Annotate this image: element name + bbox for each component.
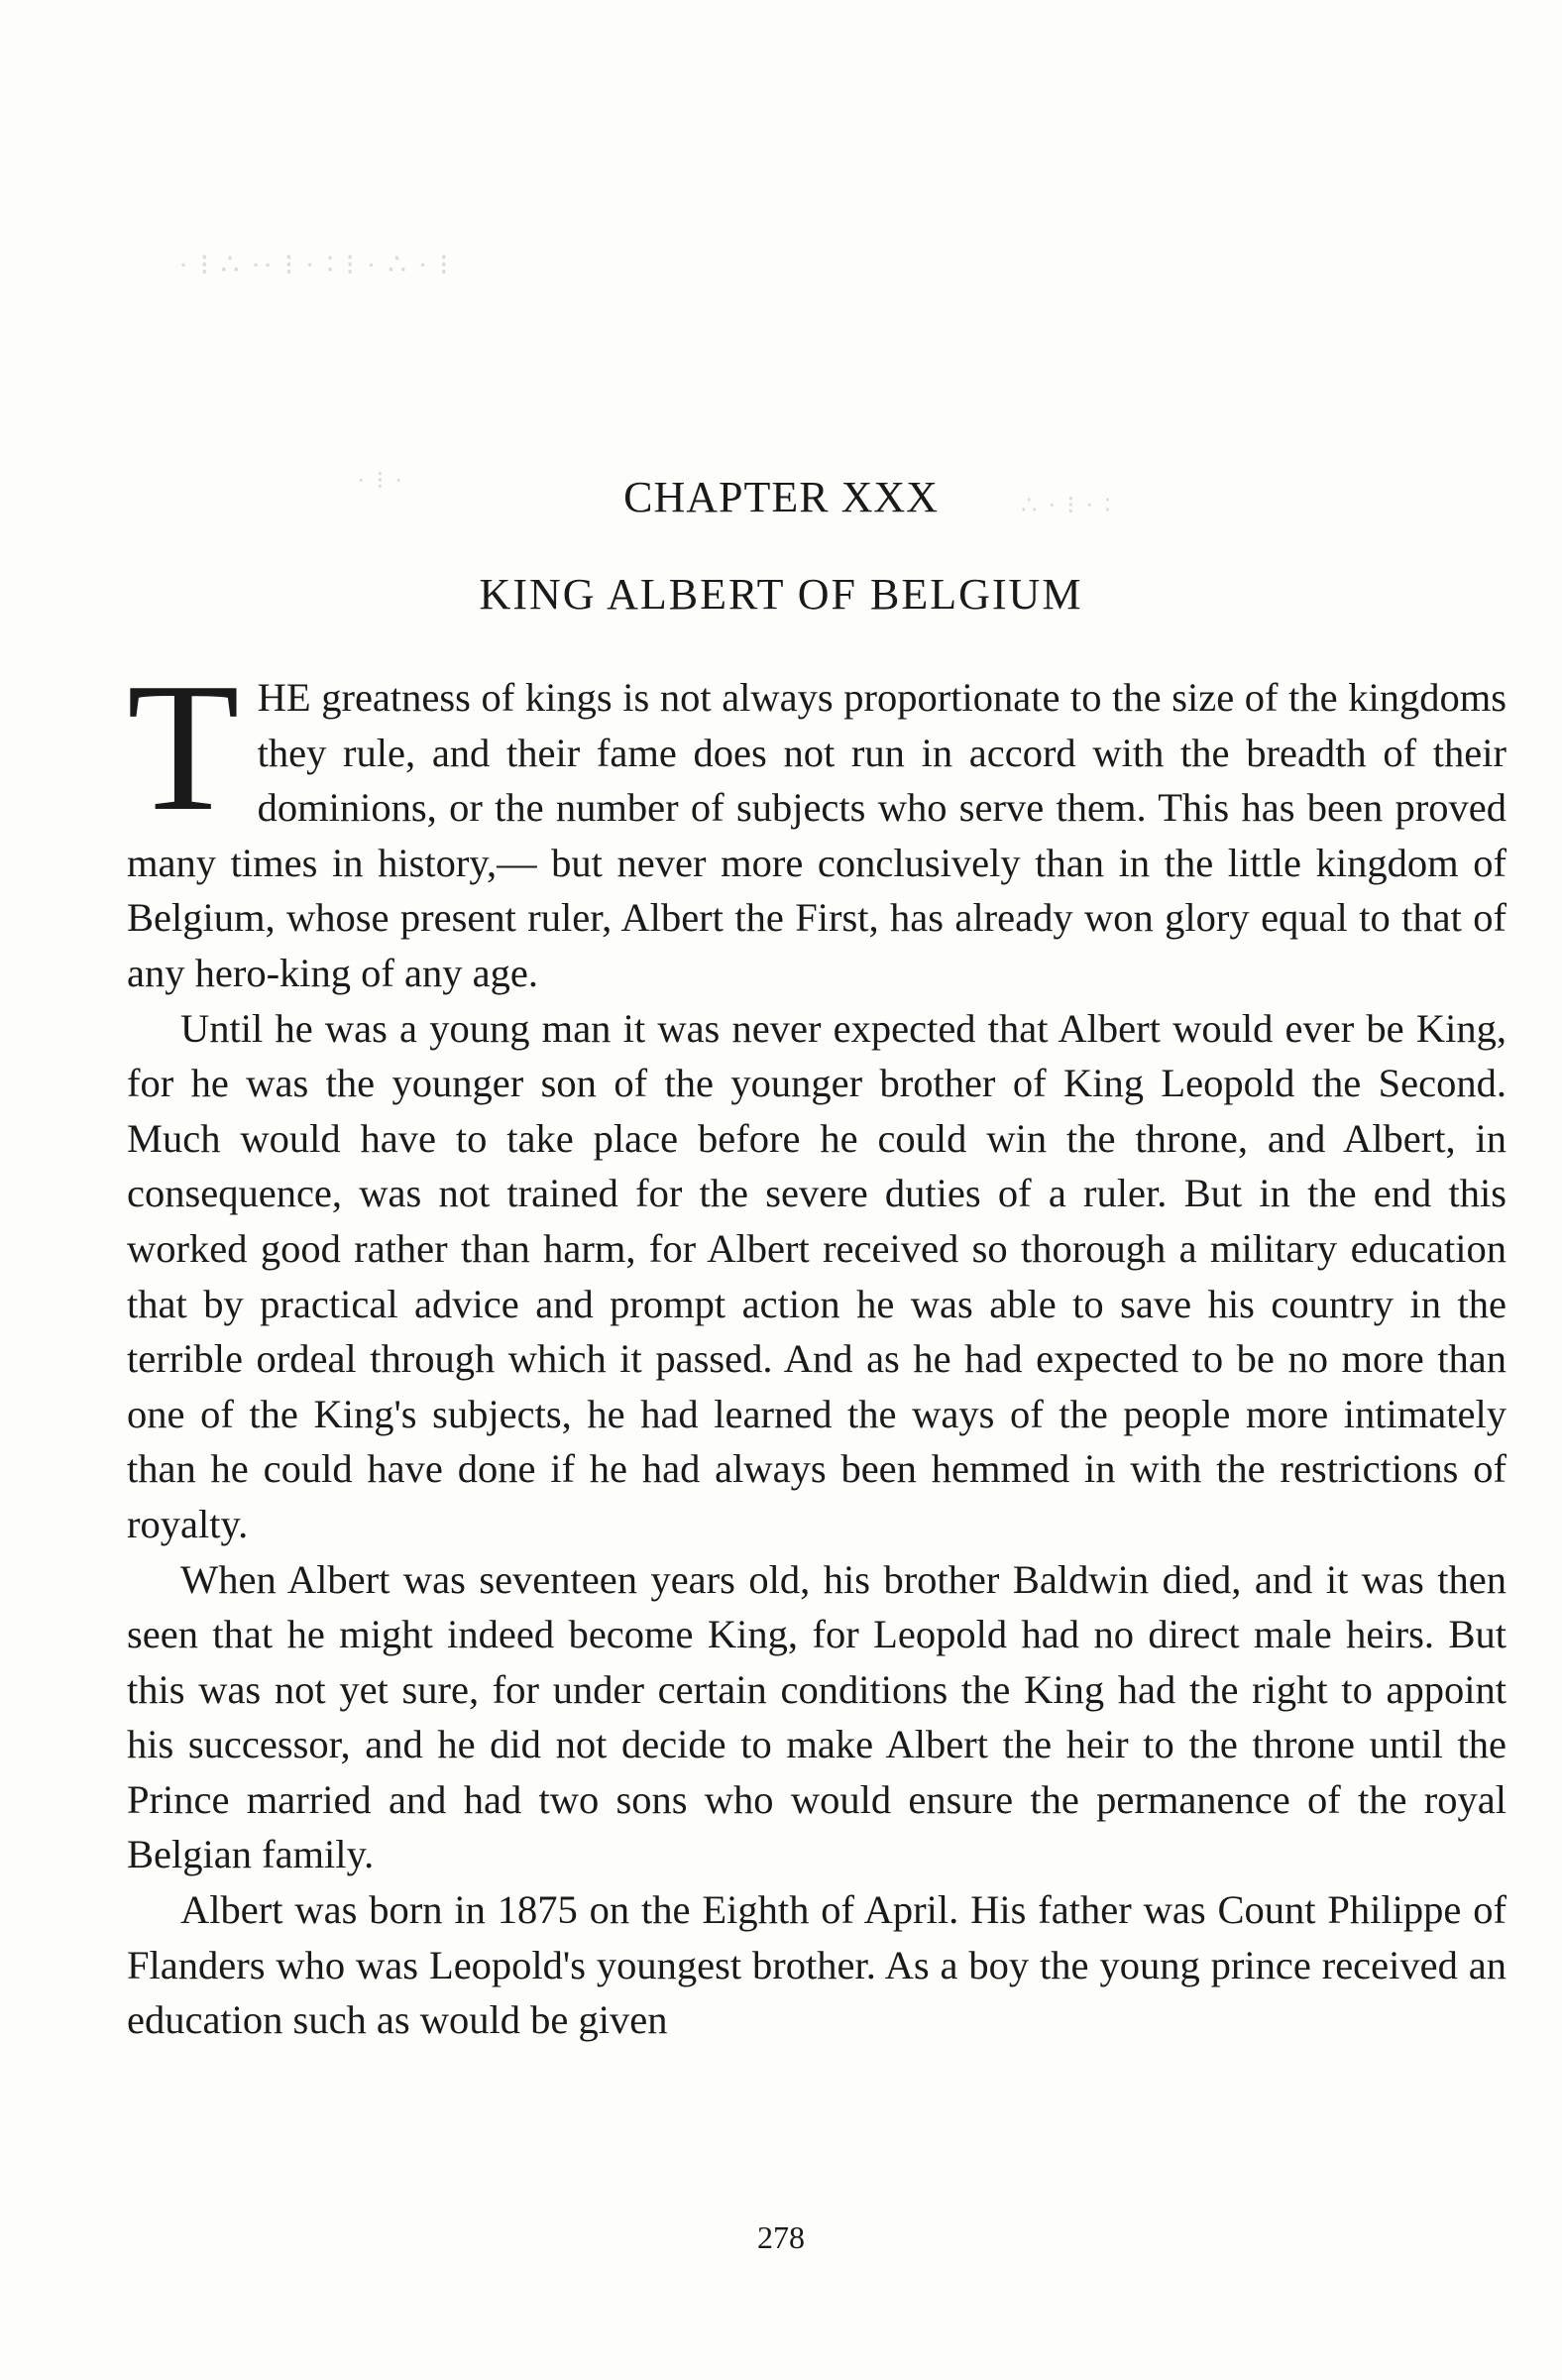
paragraph-4: Albert was born in 1875 on the Eighth of April. His father was Count Philippe of Flanders who was Leopold's youngest brother. As a boy the young prince received an education such as would be given <box>127 1887 1506 2043</box>
chapter-title: KING ALBERT OF BELGIUM <box>479 570 1083 619</box>
paragraph-1-text: HE greatness of kings is not always proportionate to the size of the kingdoms they rule, and their fame does not run in accord with the breadth of their dominions, or the number of subjects who serve them. This has been proved many times in history,— but never more conclusively than in the little kingdom of Belgium, whose present ruler, Albert the First, has already won glory equal to that of any hero-king of any age. <box>127 675 1506 995</box>
paragraph-2: Until he was a young man it was never expected that Albert would ever be King, for he was the younger son of the younger brother of King Leopold the Second. Much would have to take place before he could win the throne, and Albert, in consequence, was not trained for the severe duties of a ruler. But in the end this worked good rather than harm, for Albert received so thorough a military education that by practical advice and prompt action he was able to save his country in the terrible ordeal through which it passed. And as he had expected to be no more than one of the King's subjects, he had learned the ways of the people more intimately than he could have done if he had always been hemmed in with the restrictions of royalty. <box>127 1005 1506 1546</box>
chapter-body <box>127 645 1506 2048</box>
show-through-marks: ∴ · ⁝ · ∶ <box>1021 491 1113 519</box>
page-number: 278 <box>757 2219 805 2255</box>
show-through-marks: · ⁝ ∴ ·· ⁝ · ∶ ⁝ · ∴ · ⁝ <box>178 249 451 282</box>
drop-cap: T <box>127 645 240 850</box>
show-through-marks: · ⁝ · <box>357 466 405 495</box>
chapter-number: CHAPTER XXX <box>623 473 939 521</box>
paragraph-3: When Albert was seventeen years old, his brother Baldwin died, and it was then seen that he might indeed become King, for Leopold had no direct male heirs. But this was not yet sure, for under certain conditions the King had the right to appoint his successor, and he did not decide to make Albert the heir to the throne until the Prince married and had two sons who would ensure the permanence of the royal Belgian family. <box>127 1556 1506 1877</box>
paragraph-1 <box>127 645 1506 1001</box>
